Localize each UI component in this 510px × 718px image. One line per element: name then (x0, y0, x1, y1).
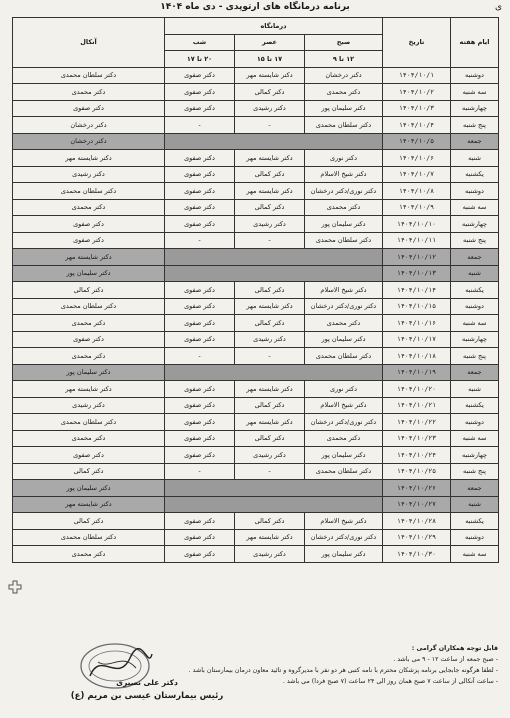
day-cell: شنبه (451, 381, 499, 398)
date-cell: ۱۴۰۴/۱۰/۱۰ (383, 216, 451, 233)
schedule-row (13, 381, 499, 398)
night-cell: دکتر صفوی (165, 447, 235, 464)
oncall-cell: دکتر شایسته مهر (13, 249, 165, 266)
day-cell: شنبه (451, 265, 499, 282)
night-cell: دکتر صفوی (165, 381, 235, 398)
header-morning: صبح (305, 34, 383, 51)
morning-cell: دکتر سلیمان پور (305, 331, 383, 348)
date-cell: ۱۴۰۴/۱۰/۵ (383, 133, 451, 150)
schedule-row (13, 298, 499, 315)
oncall-cell: دکتر شایسته مهر (13, 496, 165, 513)
oncall-cell: دکتر صفوی (13, 331, 165, 348)
morning-cell: دکتر شیخ الاسلام (305, 397, 383, 414)
day-cell: جمعه (451, 133, 499, 150)
header-night: شب (165, 34, 235, 51)
oncall-cell: دکتر سلطان محمدی (13, 529, 165, 546)
oncall-cell: دکتر سلطان محمدی (13, 414, 165, 431)
date-cell: ۱۴۰۴/۱۰/۶ (383, 150, 451, 167)
date-cell: ۱۴۰۴/۱۰/۱۴ (383, 282, 451, 299)
date-cell: ۱۴۰۴/۱۰/۲۷ (383, 496, 451, 513)
oncall-cell: دکتر درخشان (13, 133, 165, 150)
schedule-row (13, 216, 499, 233)
day-cell: دوشنبه (451, 183, 499, 200)
morning-cell: دکتر سلطان محمدی (305, 117, 383, 134)
schedule-row (13, 331, 499, 348)
day-cell: پنج شنبه (451, 232, 499, 249)
afternoon-cell: دکتر کمالی (235, 199, 305, 216)
afternoon-cell: دکتر کمالی (235, 84, 305, 101)
night-cell: دکتر صفوی (165, 84, 235, 101)
schedule-row (13, 529, 499, 546)
date-cell: ۱۴۰۴/۱۰/۱۲ (383, 249, 451, 266)
oncall-cell: دکتر رشیدی (13, 166, 165, 183)
oncall-cell: دکتر درخشان (13, 117, 165, 134)
schedule-row (13, 199, 499, 216)
date-cell: ۱۴۰۴/۱۰/۱۱ (383, 232, 451, 249)
day-cell: پنج شنبه (451, 117, 499, 134)
morning-cell: دکتر محمدی (305, 315, 383, 332)
date-cell: ۱۴۰۴/۱۰/۲۱ (383, 397, 451, 414)
holiday-span (165, 249, 383, 266)
morning-cell: دکتر سلیمان پور (305, 100, 383, 117)
morning-cell: دکتر محمدی (305, 199, 383, 216)
header-oncall: آنکال (13, 18, 165, 68)
date-cell: ۱۴۰۴/۱۰/۱۶ (383, 315, 451, 332)
schedule-row (13, 480, 499, 497)
schedule-body (13, 67, 499, 562)
day-cell: جمعه (451, 249, 499, 266)
schedule-row (13, 133, 499, 150)
morning-cell: دکتر شیخ الاسلام (305, 166, 383, 183)
night-cell: دکتر صفوی (165, 183, 235, 200)
day-cell: جمعه (451, 480, 499, 497)
oncall-cell: دکتر کمالی (13, 513, 165, 530)
date-cell: ۱۴۰۴/۱۰/۲۶ (383, 480, 451, 497)
oncall-cell: دکتر سلطان محمدی (13, 67, 165, 84)
afternoon-cell: - (235, 463, 305, 480)
oncall-cell: دکتر شایسته مهر (13, 381, 165, 398)
header-afternoon: عصر (235, 34, 305, 51)
schedule-row (13, 232, 499, 249)
morning-cell: دکتر نوری (305, 381, 383, 398)
schedule-row (13, 348, 499, 365)
date-cell: ۱۴۰۴/۱۰/۲۸ (383, 513, 451, 530)
header-date: تاریخ (383, 18, 451, 68)
day-cell: چهارشنبه (451, 447, 499, 464)
day-cell: چهارشنبه (451, 100, 499, 117)
oncall-cell: دکتر کمالی (13, 282, 165, 299)
night-cell: دکتر صفوی (165, 529, 235, 546)
night-cell: - (165, 463, 235, 480)
oncall-cell: دکتر محمدی (13, 84, 165, 101)
day-cell: پنج شنبه (451, 463, 499, 480)
date-cell: ۱۴۰۴/۱۰/۳۰ (383, 546, 451, 563)
date-cell: ۱۴۰۴/۱۰/۱۵ (383, 298, 451, 315)
schedule-row (13, 447, 499, 464)
oncall-cell: دکتر محمدی (13, 348, 165, 365)
note-item: - لطفا هرگونه جابجایی برنامه پزشکان محترم با نامه کتبی هر دو نفر با مدیرگروه و تائید معاون درمان بیمارستان باشد . (188, 667, 498, 674)
header-clinic: درمانگاه (165, 18, 383, 35)
schedule-row (13, 150, 499, 167)
night-cell: - (165, 348, 235, 365)
afternoon-cell: دکتر کمالی (235, 397, 305, 414)
header-night-hours: ۲۰ تا ۱۷ (165, 51, 235, 68)
night-cell: دکتر صفوی (165, 546, 235, 563)
day-cell: پنج شنبه (451, 348, 499, 365)
page-title: برنامه درمانگاه های ارتوپدی - دی ماه ۱۴۰۴ (160, 2, 350, 12)
header-morning-hours: ۱۲ تا ۹ (305, 51, 383, 68)
schedule-row (13, 364, 499, 381)
holiday-span (165, 133, 383, 150)
afternoon-cell: دکتر شایسته مهر (235, 183, 305, 200)
date-cell: ۱۴۰۴/۱۰/۲۰ (383, 381, 451, 398)
day-cell: یکشنبه (451, 282, 499, 299)
night-cell: دکتر صفوی (165, 315, 235, 332)
oncall-cell: دکتر سلیمان پور (13, 265, 165, 282)
oncall-cell: دکتر صفوی (13, 100, 165, 117)
oncall-cell: دکتر سلیمان پور (13, 364, 165, 381)
night-cell: دکتر صفوی (165, 430, 235, 447)
oncall-cell: دکتر کمالی (13, 463, 165, 480)
morning-cell: دکتر نوری (305, 150, 383, 167)
night-cell: دکتر صفوی (165, 298, 235, 315)
afternoon-cell: دکتر شایسته مهر (235, 150, 305, 167)
morning-cell: دکتر سلطان محمدی (305, 348, 383, 365)
afternoon-cell: دکتر کمالی (235, 166, 305, 183)
signatory-role: رئیس بیمارستان عیسی بن مریم (ع) (70, 691, 224, 701)
schedule-row (13, 414, 499, 431)
date-cell: ۱۴۰۴/۱۰/۱ (383, 67, 451, 84)
night-cell: دکتر صفوی (165, 216, 235, 233)
date-cell: ۱۴۰۴/۱۰/۸ (383, 183, 451, 200)
night-cell: - (165, 232, 235, 249)
oncall-cell: دکتر سلطان محمدی (13, 183, 165, 200)
schedule-row (13, 265, 499, 282)
night-cell: دکتر صفوی (165, 166, 235, 183)
oncall-cell: دکتر شایسته مهر (13, 150, 165, 167)
morning-cell: دکتر سلیمان پور (305, 447, 383, 464)
oncall-cell: دکتر محمدی (13, 430, 165, 447)
header-afternoon-hours: ۱۷ تا ۱۵ (235, 51, 305, 68)
afternoon-cell: دکتر شایسته مهر (235, 67, 305, 84)
day-cell: دوشنبه (451, 298, 499, 315)
oncall-cell: دکتر رشیدی (13, 397, 165, 414)
day-cell: سه شنبه (451, 315, 499, 332)
morning-cell: دکتر سلطان محمدی (305, 232, 383, 249)
day-cell: سه شنبه (451, 430, 499, 447)
cross-icon (8, 580, 22, 594)
oncall-cell: دکتر محمدی (13, 199, 165, 216)
afternoon-cell: دکتر شایسته مهر (235, 529, 305, 546)
date-cell: ۱۴۰۴/۱۰/۲۲ (383, 414, 451, 431)
afternoon-cell: - (235, 232, 305, 249)
date-cell: ۱۴۰۴/۱۰/۱۹ (383, 364, 451, 381)
oncall-cell: دکتر محمدی (13, 546, 165, 563)
night-cell: - (165, 117, 235, 134)
morning-cell: دکتر نوری/دکتر درخشان (305, 529, 383, 546)
oncall-cell: دکتر سلطان محمدی (13, 298, 165, 315)
morning-cell: دکتر نوری/دکتر درخشان (305, 414, 383, 431)
date-cell: ۱۴۰۴/۱۰/۲۹ (383, 529, 451, 546)
day-cell: جمعه (451, 364, 499, 381)
schedule-row (13, 249, 499, 266)
afternoon-cell: دکتر رشیدی (235, 447, 305, 464)
corner-mark: ی (494, 2, 502, 12)
night-cell: دکتر صفوی (165, 199, 235, 216)
day-cell: دوشنبه (451, 67, 499, 84)
schedule-row (13, 117, 499, 134)
date-cell: ۱۴۰۴/۱۰/۲۵ (383, 463, 451, 480)
schedule-row (13, 166, 499, 183)
night-cell: دکتر صفوی (165, 331, 235, 348)
morning-cell: دکتر شیخ الاسلام (305, 282, 383, 299)
afternoon-cell: دکتر کمالی (235, 282, 305, 299)
morning-cell: دکتر درخشان (305, 67, 383, 84)
signatory-name: دکتر علی نصیری (116, 678, 178, 687)
morning-cell: دکتر سلیمان پور (305, 546, 383, 563)
schedule-row (13, 430, 499, 447)
schedule-row (13, 84, 499, 101)
schedule-table (12, 17, 499, 563)
date-cell: ۱۴۰۴/۱۰/۲۴ (383, 447, 451, 464)
afternoon-cell: دکتر شایسته مهر (235, 414, 305, 431)
oncall-cell: دکتر صفوی (13, 232, 165, 249)
night-cell: دکتر صفوی (165, 150, 235, 167)
afternoon-cell: دکتر شایسته مهر (235, 298, 305, 315)
night-cell: دکتر صفوی (165, 397, 235, 414)
morning-cell: دکتر سلطان محمدی (305, 463, 383, 480)
oncall-cell: دکتر صفوی (13, 216, 165, 233)
night-cell: دکتر صفوی (165, 67, 235, 84)
date-cell: ۱۴۰۴/۱۰/۱۳ (383, 265, 451, 282)
afternoon-cell: دکتر رشیدی (235, 331, 305, 348)
afternoon-cell: دکتر کمالی (235, 430, 305, 447)
morning-cell: دکتر محمدی (305, 430, 383, 447)
morning-cell: دکتر سلیمان پور (305, 216, 383, 233)
date-cell: ۱۴۰۴/۱۰/۲ (383, 84, 451, 101)
notes-heading: قابل توجه همکاران گرامی : (411, 645, 498, 652)
date-cell: ۱۴۰۴/۱۰/۱۷ (383, 331, 451, 348)
schedule-row (13, 513, 499, 530)
day-cell: سه شنبه (451, 84, 499, 101)
schedule-row (13, 397, 499, 414)
afternoon-cell: دکتر کمالی (235, 513, 305, 530)
schedule-row (13, 315, 499, 332)
oncall-cell: دکتر سلیمان پور (13, 480, 165, 497)
morning-cell: دکتر نوری/دکتر درخشان (305, 183, 383, 200)
schedule-row (13, 282, 499, 299)
signature-block (52, 658, 242, 701)
day-cell: چهارشنبه (451, 216, 499, 233)
night-cell: دکتر صفوی (165, 414, 235, 431)
day-cell: شنبه (451, 150, 499, 167)
schedule-row (13, 183, 499, 200)
night-cell: دکتر صفوی (165, 513, 235, 530)
oncall-cell: دکتر صفوی (13, 447, 165, 464)
schedule-row (13, 100, 499, 117)
holiday-span (165, 364, 383, 381)
day-cell: دوشنبه (451, 414, 499, 431)
date-cell: ۱۴۰۴/۱۰/۹ (383, 199, 451, 216)
morning-cell: دکتر نوری/دکتر درخشان (305, 298, 383, 315)
day-cell: یکشنبه (451, 397, 499, 414)
day-cell: دوشنبه (451, 529, 499, 546)
note-item: - ساعت آنکالی از ساعت ۷ صبح همان روز الی ۲۴ ساعت (۷ صبح فردا) می باشد . (282, 678, 498, 685)
afternoon-cell: دکتر رشیدی (235, 100, 305, 117)
schedule-row (13, 463, 499, 480)
date-cell: ۱۴۰۴/۱۰/۴ (383, 117, 451, 134)
night-cell: دکتر صفوی (165, 100, 235, 117)
day-cell: سه شنبه (451, 546, 499, 563)
afternoon-cell: دکتر رشیدی (235, 216, 305, 233)
date-cell: ۱۴۰۴/۱۰/۷ (383, 166, 451, 183)
day-cell: چهارشنبه (451, 331, 499, 348)
schedule-row (13, 546, 499, 563)
morning-cell: دکتر محمدی (305, 84, 383, 101)
night-cell: دکتر صفوی (165, 282, 235, 299)
holiday-span (165, 480, 383, 497)
schedule-row (13, 67, 499, 84)
afternoon-cell: دکتر رشیدی (235, 546, 305, 563)
schedule-row (13, 496, 499, 513)
holiday-span (165, 496, 383, 513)
date-cell: ۱۴۰۴/۱۰/۳ (383, 100, 451, 117)
day-cell: یکشنبه (451, 513, 499, 530)
morning-cell: دکتر شیخ الاسلام (305, 513, 383, 530)
afternoon-cell: دکتر کمالی (235, 315, 305, 332)
afternoon-cell: دکتر شایسته مهر (235, 381, 305, 398)
day-cell: سه شنبه (451, 199, 499, 216)
day-cell: یکشنبه (451, 166, 499, 183)
date-cell: ۱۴۰۴/۱۰/۲۳ (383, 430, 451, 447)
afternoon-cell: - (235, 117, 305, 134)
oncall-cell: دکتر محمدی (13, 315, 165, 332)
note-item: - صبح جمعه از ساعت ۱۲ - ۹ می باشد . (393, 656, 498, 663)
holiday-span (165, 265, 383, 282)
day-cell: شنبه (451, 496, 499, 513)
afternoon-cell: - (235, 348, 305, 365)
date-cell: ۱۴۰۴/۱۰/۱۸ (383, 348, 451, 365)
header-day: ایام هفته (451, 18, 499, 68)
